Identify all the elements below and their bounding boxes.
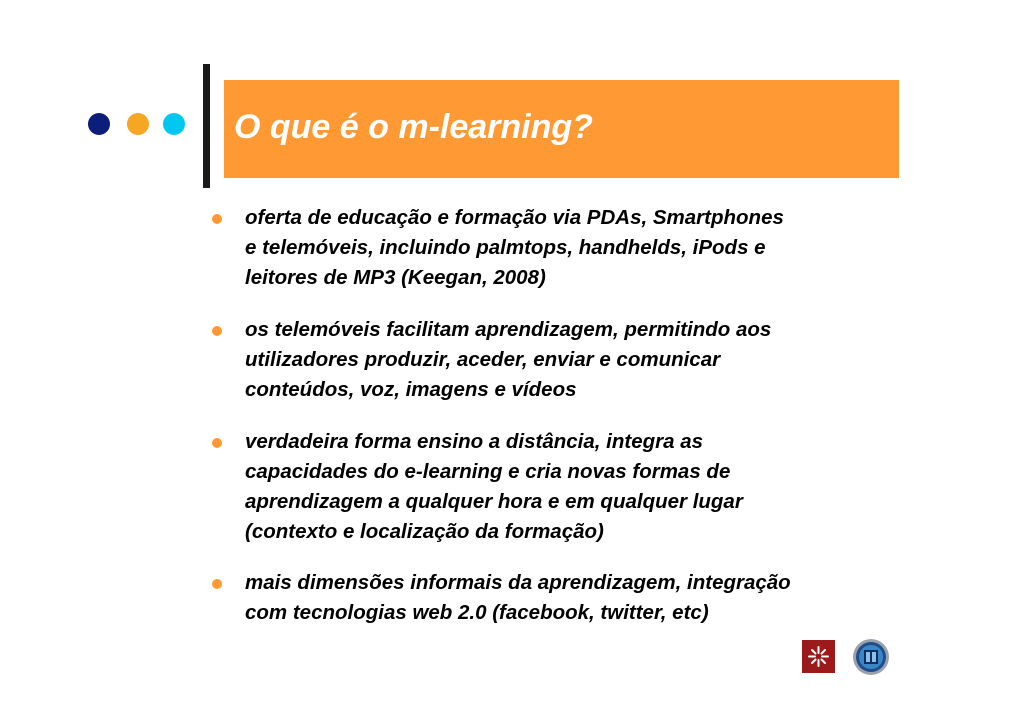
vertical-divider (203, 64, 210, 188)
bullet-line: utilizadores produzir, aceder, enviar e comunicar (245, 348, 721, 371)
bullet-item (245, 427, 905, 547)
slide-title: O que é o m-learning? (234, 108, 593, 146)
bullet-line: leitores de MP3 (Keegan, 2008) (245, 266, 546, 289)
dot-cyan (163, 113, 185, 135)
bullet-marker (212, 438, 222, 448)
bullet-line: aprendizagem a qualquer hora e em qualquer lugar (245, 490, 743, 513)
university-logo-icon (802, 640, 835, 673)
bullet-marker (212, 214, 222, 224)
bullet-line: mais dimensões informais da aprendizagem, integração (245, 571, 791, 594)
bullet-marker (212, 326, 222, 336)
bullet-line: e telemóveis, incluindo palmtops, handhelds, iPods e (245, 236, 766, 259)
bullet-item (245, 203, 905, 293)
bullet-item (245, 315, 905, 405)
bullet-line: oferta de educação e formação via PDAs, Smartphones (245, 206, 784, 229)
bullet-marker (212, 579, 222, 589)
bullet-line: os telemóveis facilitam aprendizagem, permitindo aos (245, 318, 772, 341)
dot-navy (88, 113, 110, 135)
institution-seal-icon (852, 638, 890, 676)
bullet-line: capacidades do e-learning e cria novas formas de (245, 460, 731, 483)
bullet-item (245, 568, 905, 628)
bullet-line: (contexto e localização da formação) (245, 520, 604, 543)
dot-orange (127, 113, 149, 135)
bullet-line: conteúdos, voz, imagens e vídeos (245, 378, 577, 401)
bullet-line: verdadeira forma ensino a distância, integra as (245, 430, 704, 453)
bullet-line: com tecnologias web 2.0 (facebook, twitter, etc) (245, 601, 709, 624)
